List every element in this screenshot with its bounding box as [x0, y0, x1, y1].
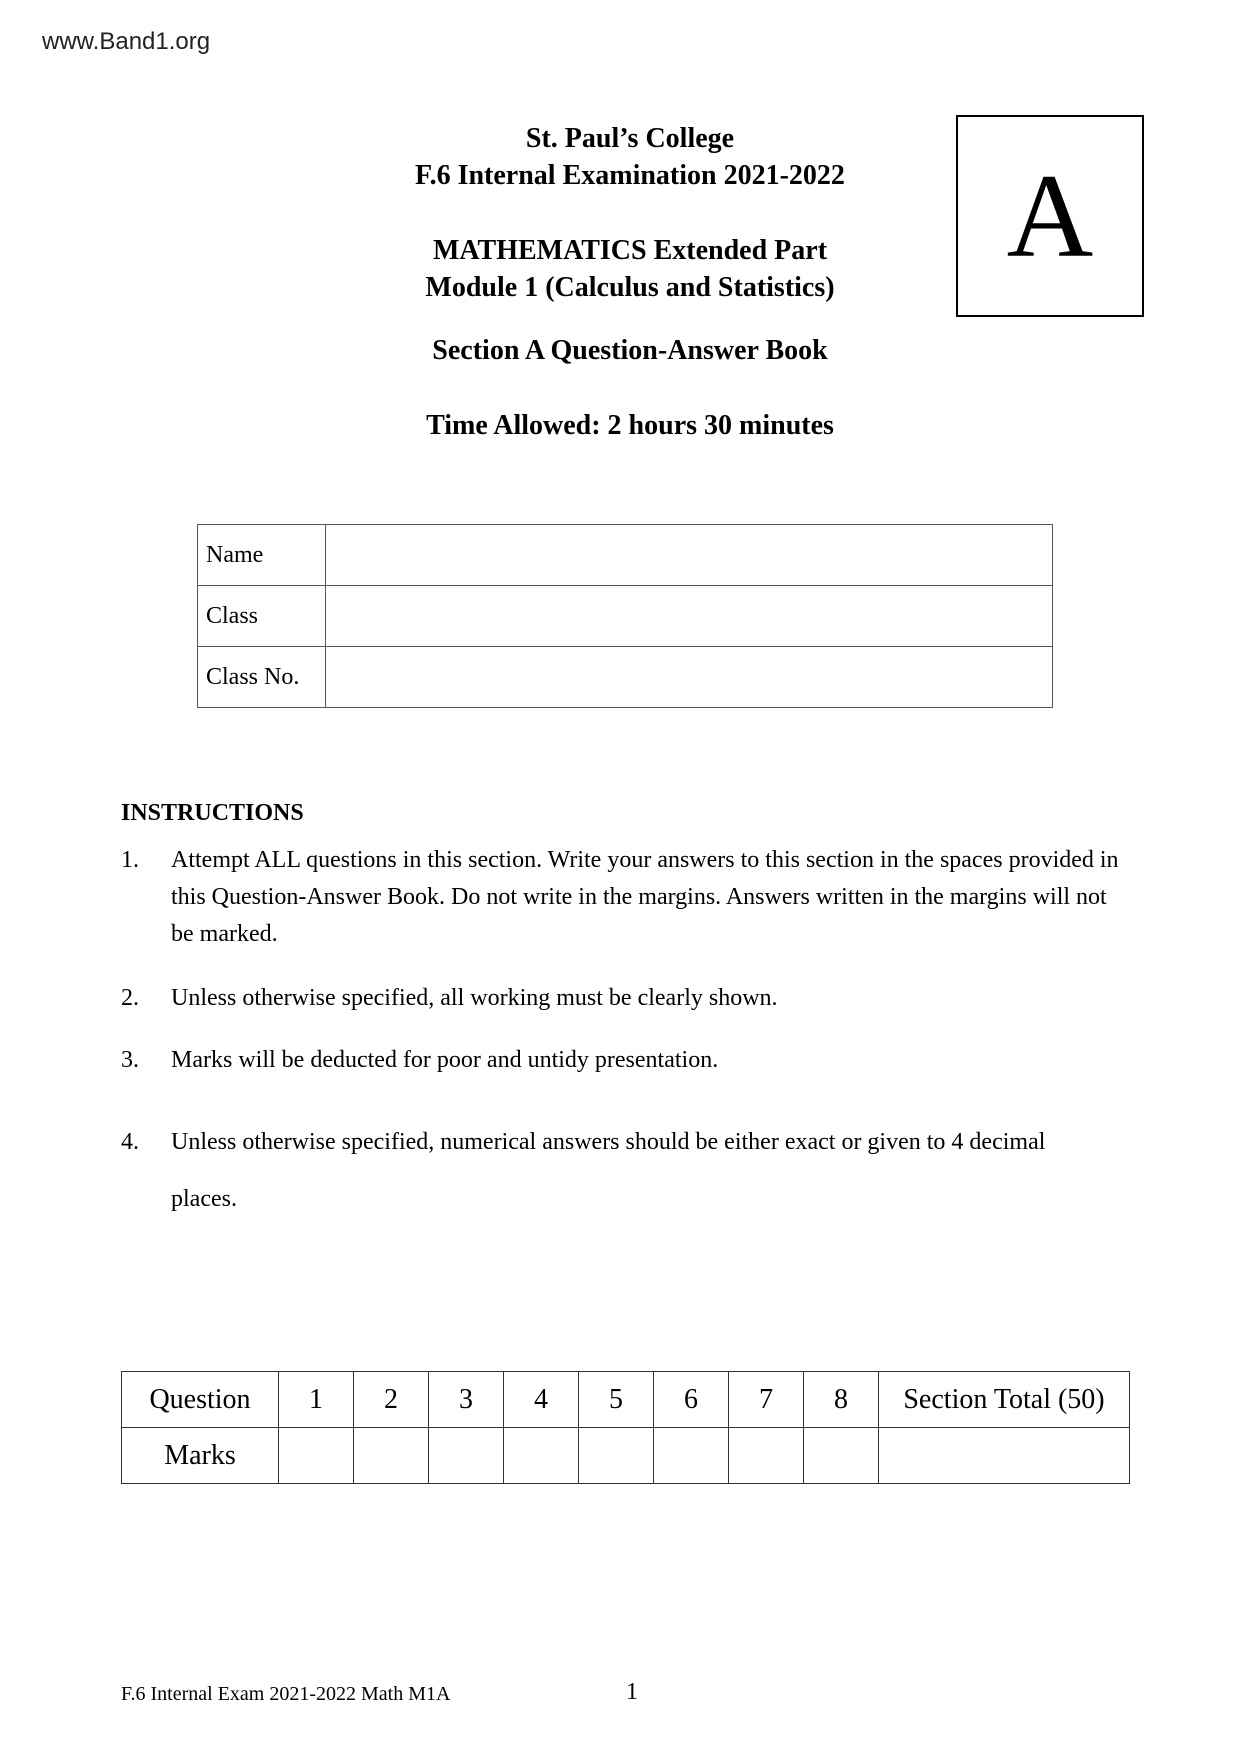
marks-table — [121, 1371, 1130, 1484]
student-info-table — [197, 524, 1053, 708]
marks-cell[interactable] — [354, 1428, 429, 1484]
page-number: 1 — [626, 1679, 638, 1705]
table-row — [198, 525, 1053, 586]
table-row — [122, 1428, 1130, 1484]
footer-text: F.6 Internal Exam 2021-2022 Math M1A — [121, 1683, 451, 1705]
question-number: 5 — [579, 1372, 654, 1428]
marks-cell[interactable] — [804, 1428, 879, 1484]
name-field[interactable] — [326, 525, 1053, 586]
class-no-label: Class No. — [198, 647, 326, 708]
question-number: 3 — [429, 1372, 504, 1428]
module-title: Module 1 (Calculus and Statistics) — [425, 272, 835, 303]
class-label: Class — [198, 586, 326, 647]
section-total-header: Section Total (50) — [879, 1372, 1130, 1428]
section-title: Section A Question-Answer Book — [432, 335, 828, 366]
instruction-number: 1. — [121, 847, 139, 873]
subject-title: MATHEMATICS Extended Part — [432, 235, 828, 266]
section-total-cell[interactable] — [879, 1428, 1130, 1484]
marks-cell[interactable] — [579, 1428, 654, 1484]
marks-cell[interactable] — [279, 1428, 354, 1484]
question-number: 7 — [729, 1372, 804, 1428]
question-number: 4 — [504, 1372, 579, 1428]
question-number: 8 — [804, 1372, 879, 1428]
instruction-number: 2. — [121, 985, 139, 1011]
question-number: 6 — [654, 1372, 729, 1428]
question-number: 1 — [279, 1372, 354, 1428]
instruction-number: 3. — [121, 1047, 139, 1073]
marks-label: Marks — [122, 1428, 279, 1484]
instruction-text: Unless otherwise specified, all working must be clearly shown. — [171, 985, 778, 1011]
class-no-field[interactable] — [326, 647, 1053, 708]
school-name: St. Paul’s College — [525, 123, 735, 154]
instruction-item — [121, 1114, 1111, 1228]
paper-letter: A — [1006, 149, 1094, 282]
class-field[interactable] — [326, 586, 1053, 647]
table-row — [198, 586, 1053, 647]
watermark-url: www.Band1.org — [42, 28, 211, 55]
instruction-item — [121, 980, 1121, 1017]
exam-title: F.6 Internal Examination 2021-2022 — [415, 160, 845, 191]
marks-cell[interactable] — [504, 1428, 579, 1484]
marks-cell[interactable] — [654, 1428, 729, 1484]
marks-cell[interactable] — [729, 1428, 804, 1484]
instruction-number: 4. — [121, 1129, 139, 1155]
instruction-item — [121, 1042, 1121, 1079]
question-header: Question — [122, 1372, 279, 1428]
instruction-text: Attempt ALL questions in this section. Write your answers to this section in the spaces provided in this Question-Answer Book. Do not write in the margins. Answers written in the margins will not be marked. — [171, 847, 1119, 947]
paper-letter-box — [956, 115, 1144, 317]
question-number: 2 — [354, 1372, 429, 1428]
table-row — [198, 647, 1053, 708]
marks-cell[interactable] — [429, 1428, 504, 1484]
instructions-title: INSTRUCTIONS — [121, 800, 304, 826]
instruction-text: Marks will be deducted for poor and untidy presentation. — [171, 1047, 719, 1073]
instruction-item — [121, 842, 1121, 953]
name-label: Name — [198, 525, 326, 586]
time-allowed: Time Allowed: 2 hours 30 minutes — [426, 410, 834, 441]
table-row — [122, 1372, 1130, 1428]
instruction-text: Unless otherwise specified, numerical answers should be either exact or given to 4 decimal places. — [171, 1129, 1046, 1212]
